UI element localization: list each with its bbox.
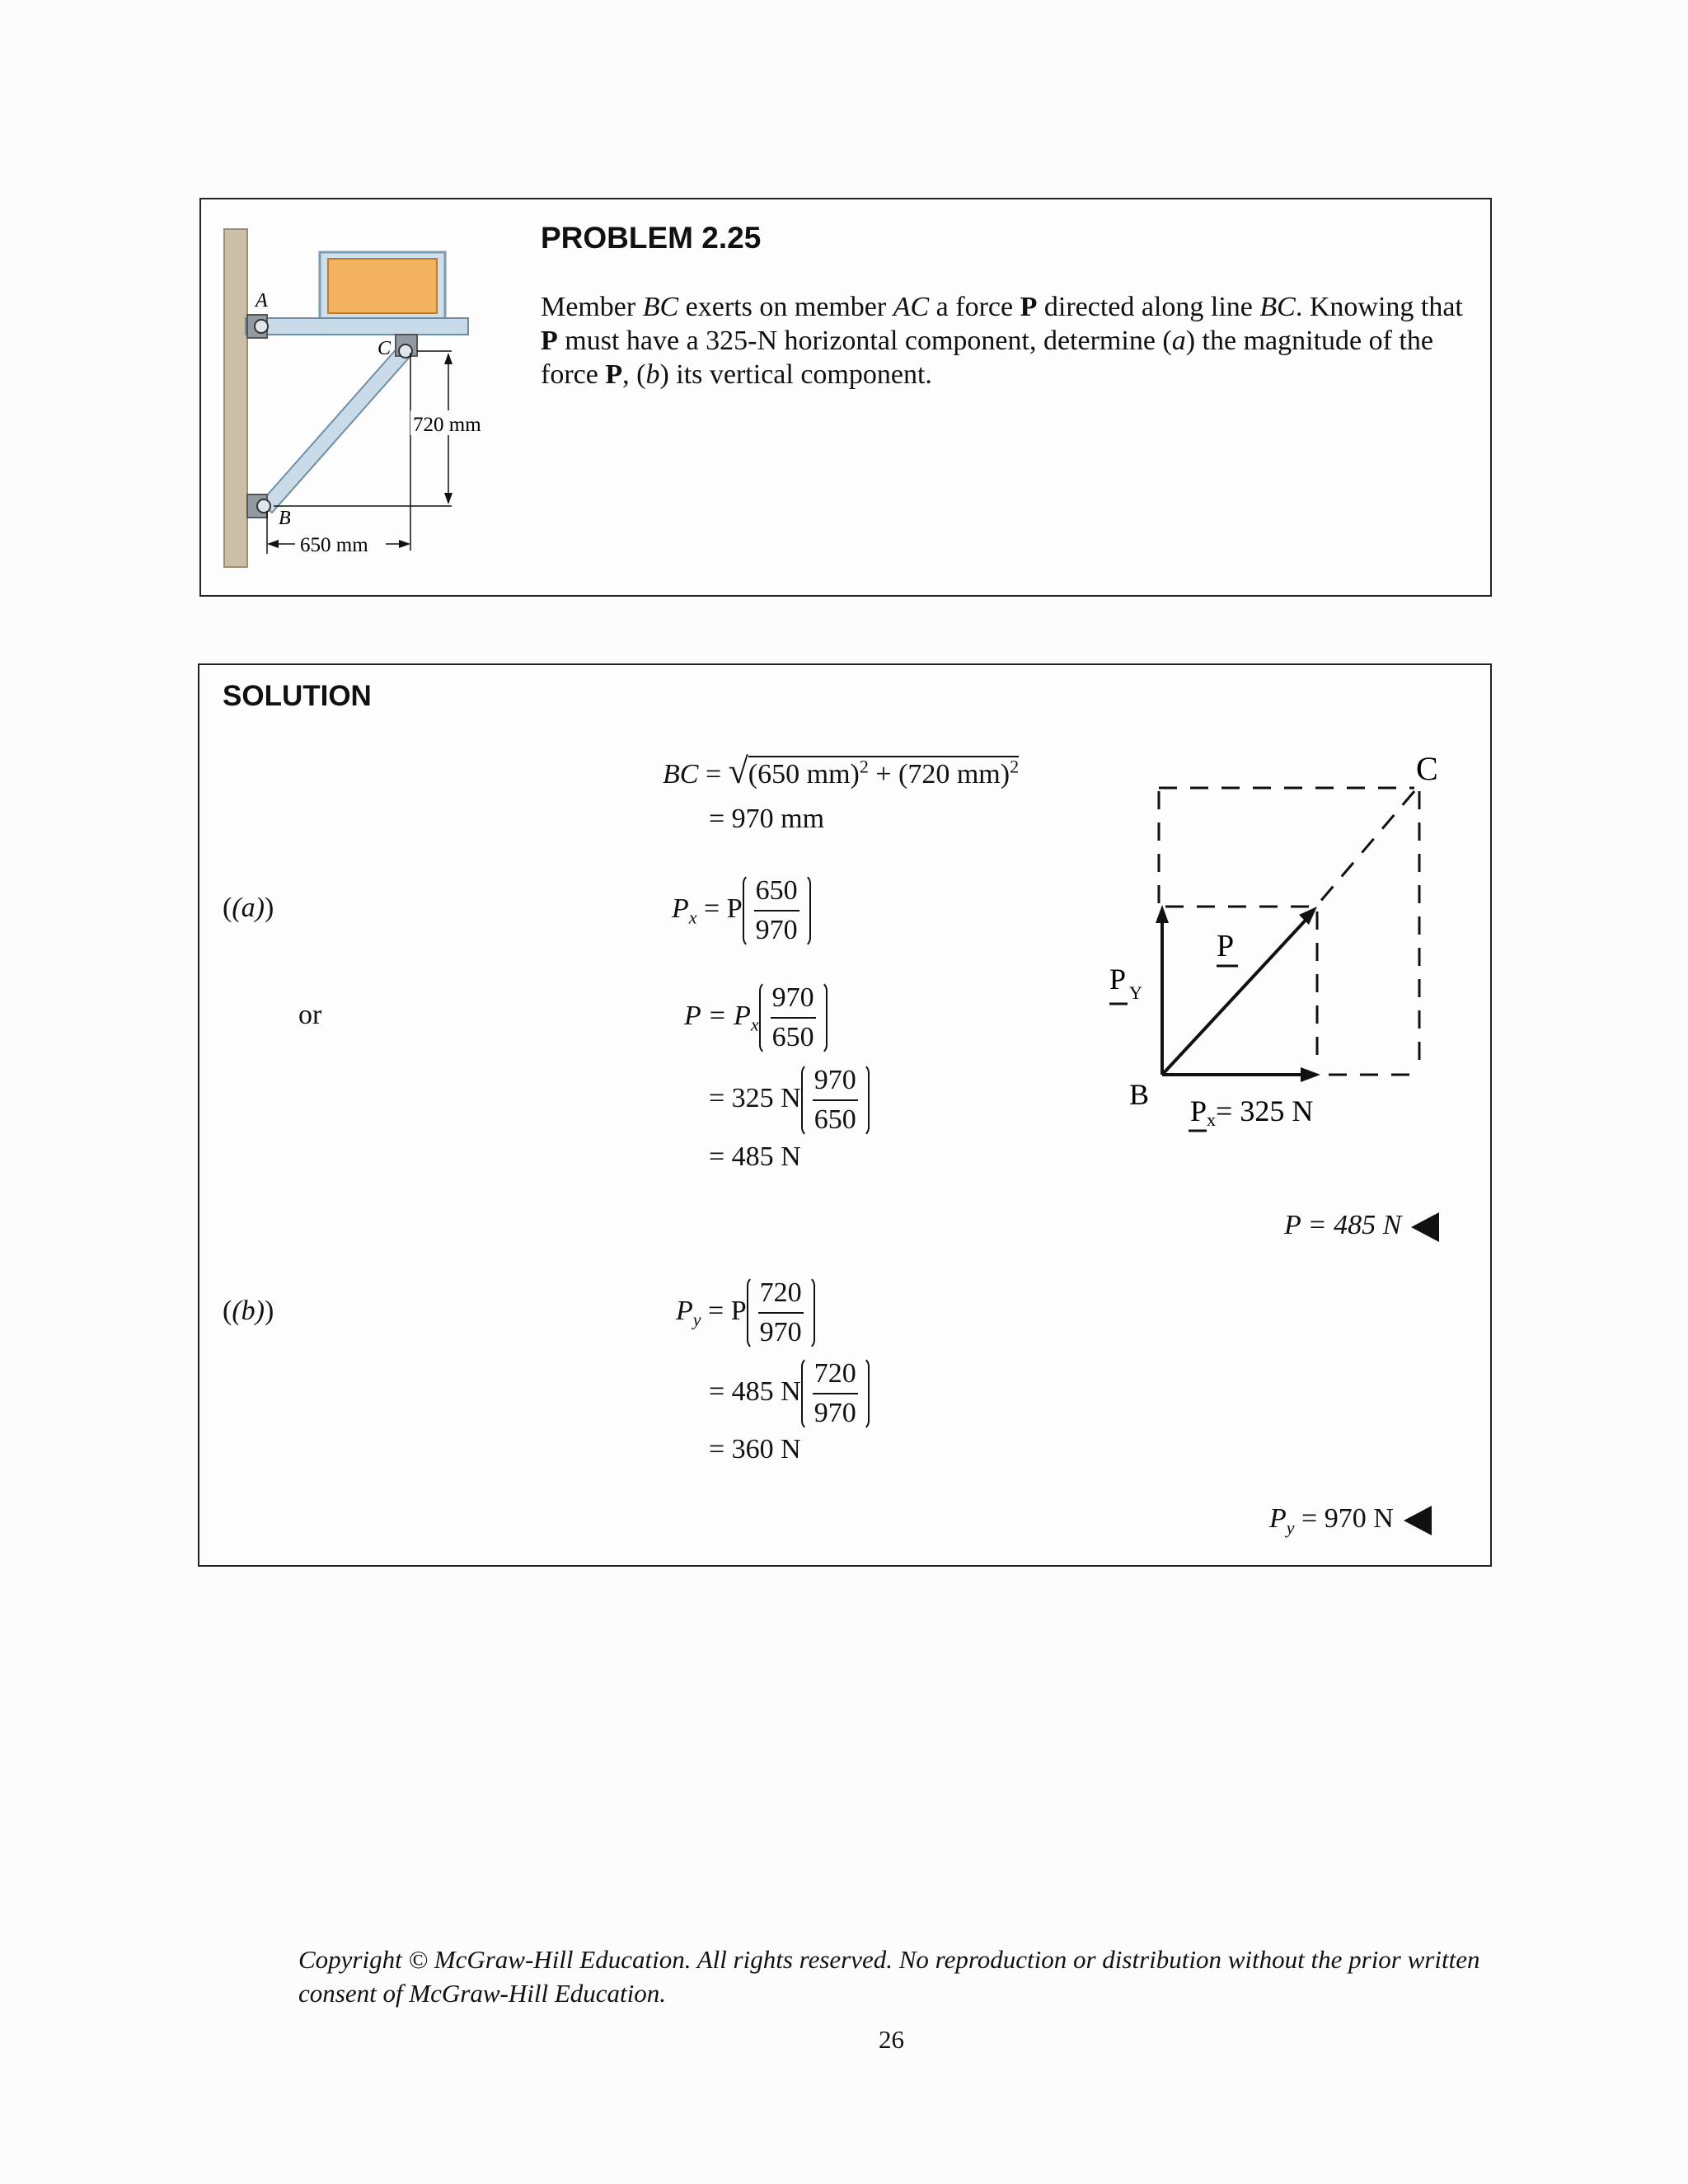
member-ac bbox=[246, 318, 468, 335]
pin-b bbox=[257, 499, 270, 513]
text-ac: AC bbox=[893, 292, 930, 322]
text-segment: exerts on member bbox=[678, 292, 893, 322]
solution-title: SOLUTION bbox=[223, 680, 372, 712]
pin-a bbox=[255, 320, 268, 333]
sketch-px-value: = 325 N bbox=[1216, 1094, 1314, 1127]
bc-lhs: BC bbox=[663, 759, 699, 790]
bc-equation bbox=[663, 750, 1019, 792]
label-c: C bbox=[377, 338, 392, 359]
denominator: 650 bbox=[771, 1022, 814, 1052]
or-label: or bbox=[298, 1000, 322, 1030]
py-sub: y bbox=[692, 1309, 701, 1330]
numerator: 650 bbox=[754, 872, 799, 912]
dim-720: 720 mm bbox=[413, 414, 481, 436]
bc-term1: (650 mm) bbox=[748, 759, 860, 790]
problem-figure bbox=[216, 223, 504, 577]
text-segment: Member bbox=[541, 292, 643, 322]
text-segment: must have a 325-N horizontal component, determine ( bbox=[557, 326, 1172, 356]
part-b-label: ((b)) bbox=[223, 1296, 274, 1326]
numerator: 970 bbox=[771, 979, 816, 1019]
sketch-label-py: P bbox=[1109, 963, 1127, 996]
py-result: = 360 N bbox=[709, 1434, 801, 1465]
label-a: A bbox=[256, 290, 268, 312]
sketch-px-sub: x bbox=[1207, 1109, 1217, 1130]
denominator: 970 bbox=[759, 1317, 802, 1347]
sketch-label-c: C bbox=[1416, 750, 1438, 787]
fraction-970-650 bbox=[759, 979, 828, 1057]
py-eq: = P bbox=[708, 1295, 747, 1326]
answer-arrow-icon bbox=[1404, 1506, 1432, 1535]
px-eq: = P bbox=[704, 893, 743, 924]
text-b: b bbox=[645, 359, 660, 390]
p-step2 bbox=[709, 1062, 870, 1139]
py-lhs: P bbox=[676, 1295, 693, 1326]
sketch-px-p: P bbox=[1190, 1094, 1207, 1127]
denominator: 650 bbox=[814, 1104, 856, 1135]
p-result: = 485 N bbox=[709, 1141, 801, 1172]
fraction-970-650 bbox=[801, 1062, 870, 1139]
fraction-720-970 bbox=[747, 1274, 815, 1352]
text-p: P bbox=[1020, 292, 1038, 322]
p-sub: x bbox=[750, 1014, 759, 1035]
py-step2 bbox=[709, 1355, 870, 1432]
sketch-label-px bbox=[1190, 1094, 1313, 1130]
part-a-label: ((a)) bbox=[223, 893, 274, 923]
py-step2-value: = 485 N bbox=[709, 1376, 801, 1407]
text-p: P bbox=[605, 359, 623, 390]
text-bc: BC bbox=[1259, 292, 1296, 322]
text-segment: ) the magnitude of the force bbox=[541, 326, 1433, 390]
bc-term2: + (720 mm) bbox=[875, 759, 1010, 790]
label-b: B bbox=[279, 508, 291, 529]
square: 2 bbox=[859, 756, 869, 777]
copyright: Copyright © McGraw-Hill Education. All rights reserved. No reproduction or distribution without the prior written consent of McGraw-Hill Education. bbox=[298, 1945, 1480, 2008]
fraction-650-970 bbox=[743, 872, 811, 949]
text-segment: , ( bbox=[622, 359, 646, 390]
text-a: a bbox=[1171, 326, 1186, 356]
numerator: 720 bbox=[758, 1274, 804, 1314]
problem-title: PROBLEM 2.25 bbox=[541, 221, 762, 255]
fraction-720-970 bbox=[801, 1355, 870, 1432]
text-segment: directed along line bbox=[1037, 292, 1260, 322]
sqrt-radicand bbox=[748, 756, 1019, 790]
sketch-label-py-sub: Y bbox=[1129, 982, 1142, 1003]
answer-b-rhs: = 970 N bbox=[1301, 1503, 1394, 1534]
member-bc bbox=[260, 346, 410, 513]
numerator: 970 bbox=[813, 1062, 858, 1101]
text-segment: ) its vertical component. bbox=[659, 359, 932, 390]
square: 2 bbox=[1010, 756, 1020, 777]
answer-b bbox=[1269, 1503, 1432, 1539]
answer-b-lhs: P bbox=[1269, 1503, 1287, 1534]
answer-b-sub: y bbox=[1286, 1516, 1295, 1538]
p-lhs: P = P bbox=[684, 1000, 751, 1031]
p-equation bbox=[684, 979, 828, 1057]
equals: = bbox=[705, 759, 722, 790]
force-sketch bbox=[1096, 742, 1467, 1154]
answer-a bbox=[1284, 1210, 1439, 1242]
px-sub: x bbox=[688, 907, 697, 928]
answer-arrow-icon bbox=[1411, 1212, 1439, 1242]
wall bbox=[224, 229, 247, 567]
denominator: 970 bbox=[755, 915, 798, 945]
py-equation bbox=[676, 1274, 815, 1352]
numerator: 720 bbox=[813, 1355, 858, 1394]
dim-650: 650 mm bbox=[300, 534, 368, 556]
dashed-diagonal bbox=[1319, 791, 1414, 903]
text-p: P bbox=[541, 326, 558, 356]
text-bc: BC bbox=[642, 292, 679, 322]
denominator: 970 bbox=[814, 1398, 856, 1428]
problem-statement bbox=[541, 290, 1464, 391]
text-segment: a force bbox=[929, 292, 1020, 322]
sqrt-sign: √ bbox=[728, 751, 748, 791]
sketch-label-b: B bbox=[1129, 1078, 1150, 1111]
part-b-letter: (b) bbox=[232, 1296, 265, 1326]
px-lhs: P bbox=[672, 893, 689, 924]
bc-result: = 970 mm bbox=[709, 804, 825, 834]
text-segment: . Knowing that bbox=[1295, 292, 1463, 322]
px-equation bbox=[672, 872, 811, 949]
crate bbox=[328, 259, 437, 313]
p-vector bbox=[1162, 915, 1311, 1075]
p-step2-value: = 325 N bbox=[709, 1082, 801, 1113]
answer-a-text: P = 485 N bbox=[1284, 1210, 1402, 1240]
part-a-letter: (a) bbox=[232, 893, 265, 923]
sketch-label-p: P bbox=[1217, 929, 1235, 963]
page-number: 26 bbox=[879, 2025, 904, 2054]
